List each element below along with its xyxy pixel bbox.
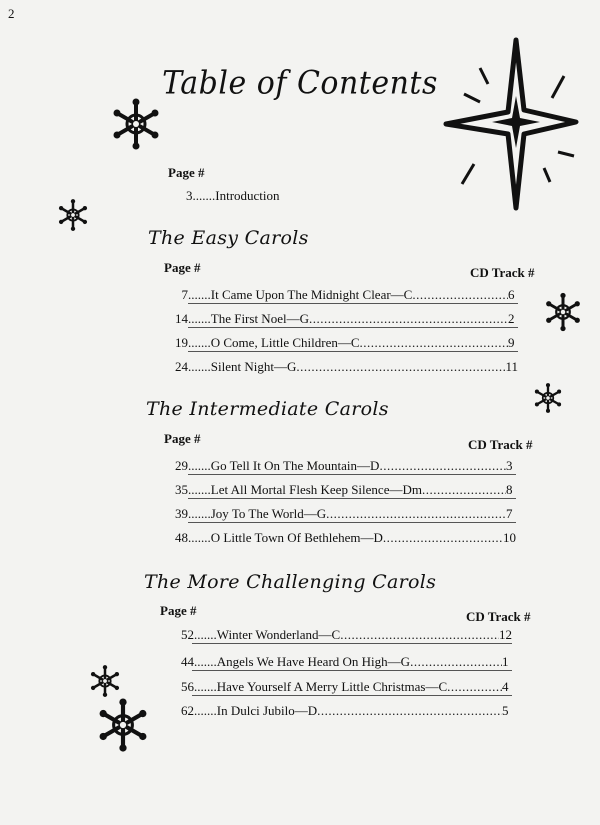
snowflake-icon (58, 200, 88, 230)
entry-page: 48 (175, 530, 188, 545)
dot-leader (379, 458, 506, 474)
entry-page: 62 (181, 703, 194, 718)
entry-track: 8 (506, 482, 513, 497)
dot-leader (296, 359, 505, 375)
toc-entry[interactable]: 39 ....... Joy To The World—G ..... 7 (166, 506, 516, 522)
dot-leader (360, 335, 508, 351)
entry-track: 10 (503, 530, 516, 545)
entry-track: 11 (505, 359, 518, 374)
page-column-header: Page # (164, 260, 201, 275)
entry-title: Have Yourself A Merry Little Christmas—C (216, 679, 448, 694)
page-column-header: Page # (164, 431, 201, 446)
snowflake-icon (534, 384, 562, 412)
toc-entry[interactable]: 52 ....... Winter Wonderland—C ..... 12 (172, 627, 512, 643)
dot-leader (412, 287, 508, 303)
entry-page: 44 (181, 654, 194, 669)
section-title-easy: The Easy Carols (148, 227, 309, 249)
row-rule (188, 327, 518, 328)
intro-entry[interactable]: 3.......Introduction (186, 188, 280, 203)
toc-entry[interactable]: 35 ....... Let All Mortal Flesh Keep Silence—Dm ..... 8 (166, 482, 516, 498)
row-rule (192, 695, 512, 696)
toc-entry[interactable]: 7 ....... It Came Upon The Midnight Clear—C ..... 6 (166, 287, 518, 303)
toc-entry[interactable]: 29 ....... Go Tell It On The Mountain—D ..... 3 (166, 458, 516, 474)
dot-leader (340, 627, 499, 643)
section-title-intermediate: The Intermediate Carols (146, 398, 389, 420)
entry-title: Introduction (215, 188, 280, 203)
entry-title: O Come, Little Children—C (210, 335, 360, 350)
entry-title: It Came Upon The Midnight Clear—C (210, 287, 413, 302)
row-rule (192, 643, 512, 644)
dot-leader (410, 654, 502, 670)
entry-title: Let All Mortal Flesh Keep Silence—Dm (210, 482, 422, 497)
entry-page: 7 (181, 287, 188, 302)
entry-title: Joy To The World—G (210, 506, 327, 521)
entry-title: Angels We Have Heard On High—G (216, 654, 411, 669)
page-number: 2 (8, 6, 15, 21)
dot-leader (383, 530, 503, 546)
entry-track: 12 (499, 627, 512, 642)
snowflake-icon (545, 294, 581, 330)
entry-track: 2 (508, 311, 515, 326)
entry-title: O Little Town Of Bethlehem—D (210, 530, 383, 545)
page-column-header: Page # (160, 603, 197, 618)
dot-leader (326, 506, 506, 522)
entry-page: 19 (175, 335, 188, 350)
row-rule (188, 351, 518, 352)
snowflake-icon (112, 100, 160, 148)
row-rule (188, 474, 516, 475)
toc-entry[interactable]: 48 ....... O Little Town Of Bethlehem—D ..... 10 (166, 530, 516, 546)
toc-entry[interactable]: 56 ....... Have Yourself A Merry Little Christmas—C ..... 4 (172, 679, 512, 695)
track-column-header: CD Track # (466, 609, 531, 624)
entry-track: 5 (502, 703, 509, 718)
dot-leader (422, 482, 506, 498)
row-rule (192, 670, 512, 671)
section-title-challenging: The More Challenging Carols (144, 571, 437, 593)
dot-leader (447, 679, 502, 695)
entry-page: 52 (181, 627, 194, 642)
row-rule (188, 498, 516, 499)
entry-page: 3 (186, 188, 193, 203)
toc-entry[interactable]: 24 ....... Silent Night—G ..... 11 (166, 359, 518, 375)
entry-track: 6 (508, 287, 515, 302)
snowflake-icon (90, 666, 120, 696)
entry-track: 3 (506, 458, 513, 473)
toc-entry[interactable]: 19 ....... O Come, Little Children—C ..... 9 (166, 335, 518, 351)
track-column-header: CD Track # (470, 265, 535, 280)
dot-leader (309, 311, 508, 327)
row-rule (188, 522, 516, 523)
row-rule (188, 303, 518, 304)
entry-track: 9 (508, 335, 515, 350)
entry-page: 14 (175, 311, 188, 326)
page-column-header: Page # (168, 165, 205, 180)
entry-title: Go Tell It On The Mountain—D (210, 458, 380, 473)
entry-page: 29 (175, 458, 188, 473)
star-icon (440, 36, 580, 211)
entry-title: Winter Wonderland—C (216, 627, 341, 642)
entry-page: 39 (175, 506, 188, 521)
entry-page: 24 (175, 359, 188, 374)
entry-page: 35 (175, 482, 188, 497)
toc-entry[interactable]: 44 ....... Angels We Have Heard On High—G ..... 1 (172, 654, 512, 670)
entry-track: 1 (502, 654, 509, 669)
entry-title: In Dulci Jubilo—D (216, 703, 318, 718)
entry-track: 7 (506, 506, 513, 521)
entry-track: 4 (502, 679, 509, 694)
entry-title: Silent Night—G (210, 359, 297, 374)
toc-entry[interactable]: 62 ....... In Dulci Jubilo—D ..... 5 (172, 703, 512, 719)
entry-page: 56 (181, 679, 194, 694)
dot-leader (317, 703, 502, 719)
toc-entry[interactable]: 14 ....... The First Noel—G ..... 2 (166, 311, 518, 327)
entry-title: The First Noel—G (210, 311, 309, 326)
page-title: Table of Contents (162, 65, 438, 102)
track-column-header: CD Track # (468, 437, 533, 452)
snowflake-icon (98, 700, 148, 750)
